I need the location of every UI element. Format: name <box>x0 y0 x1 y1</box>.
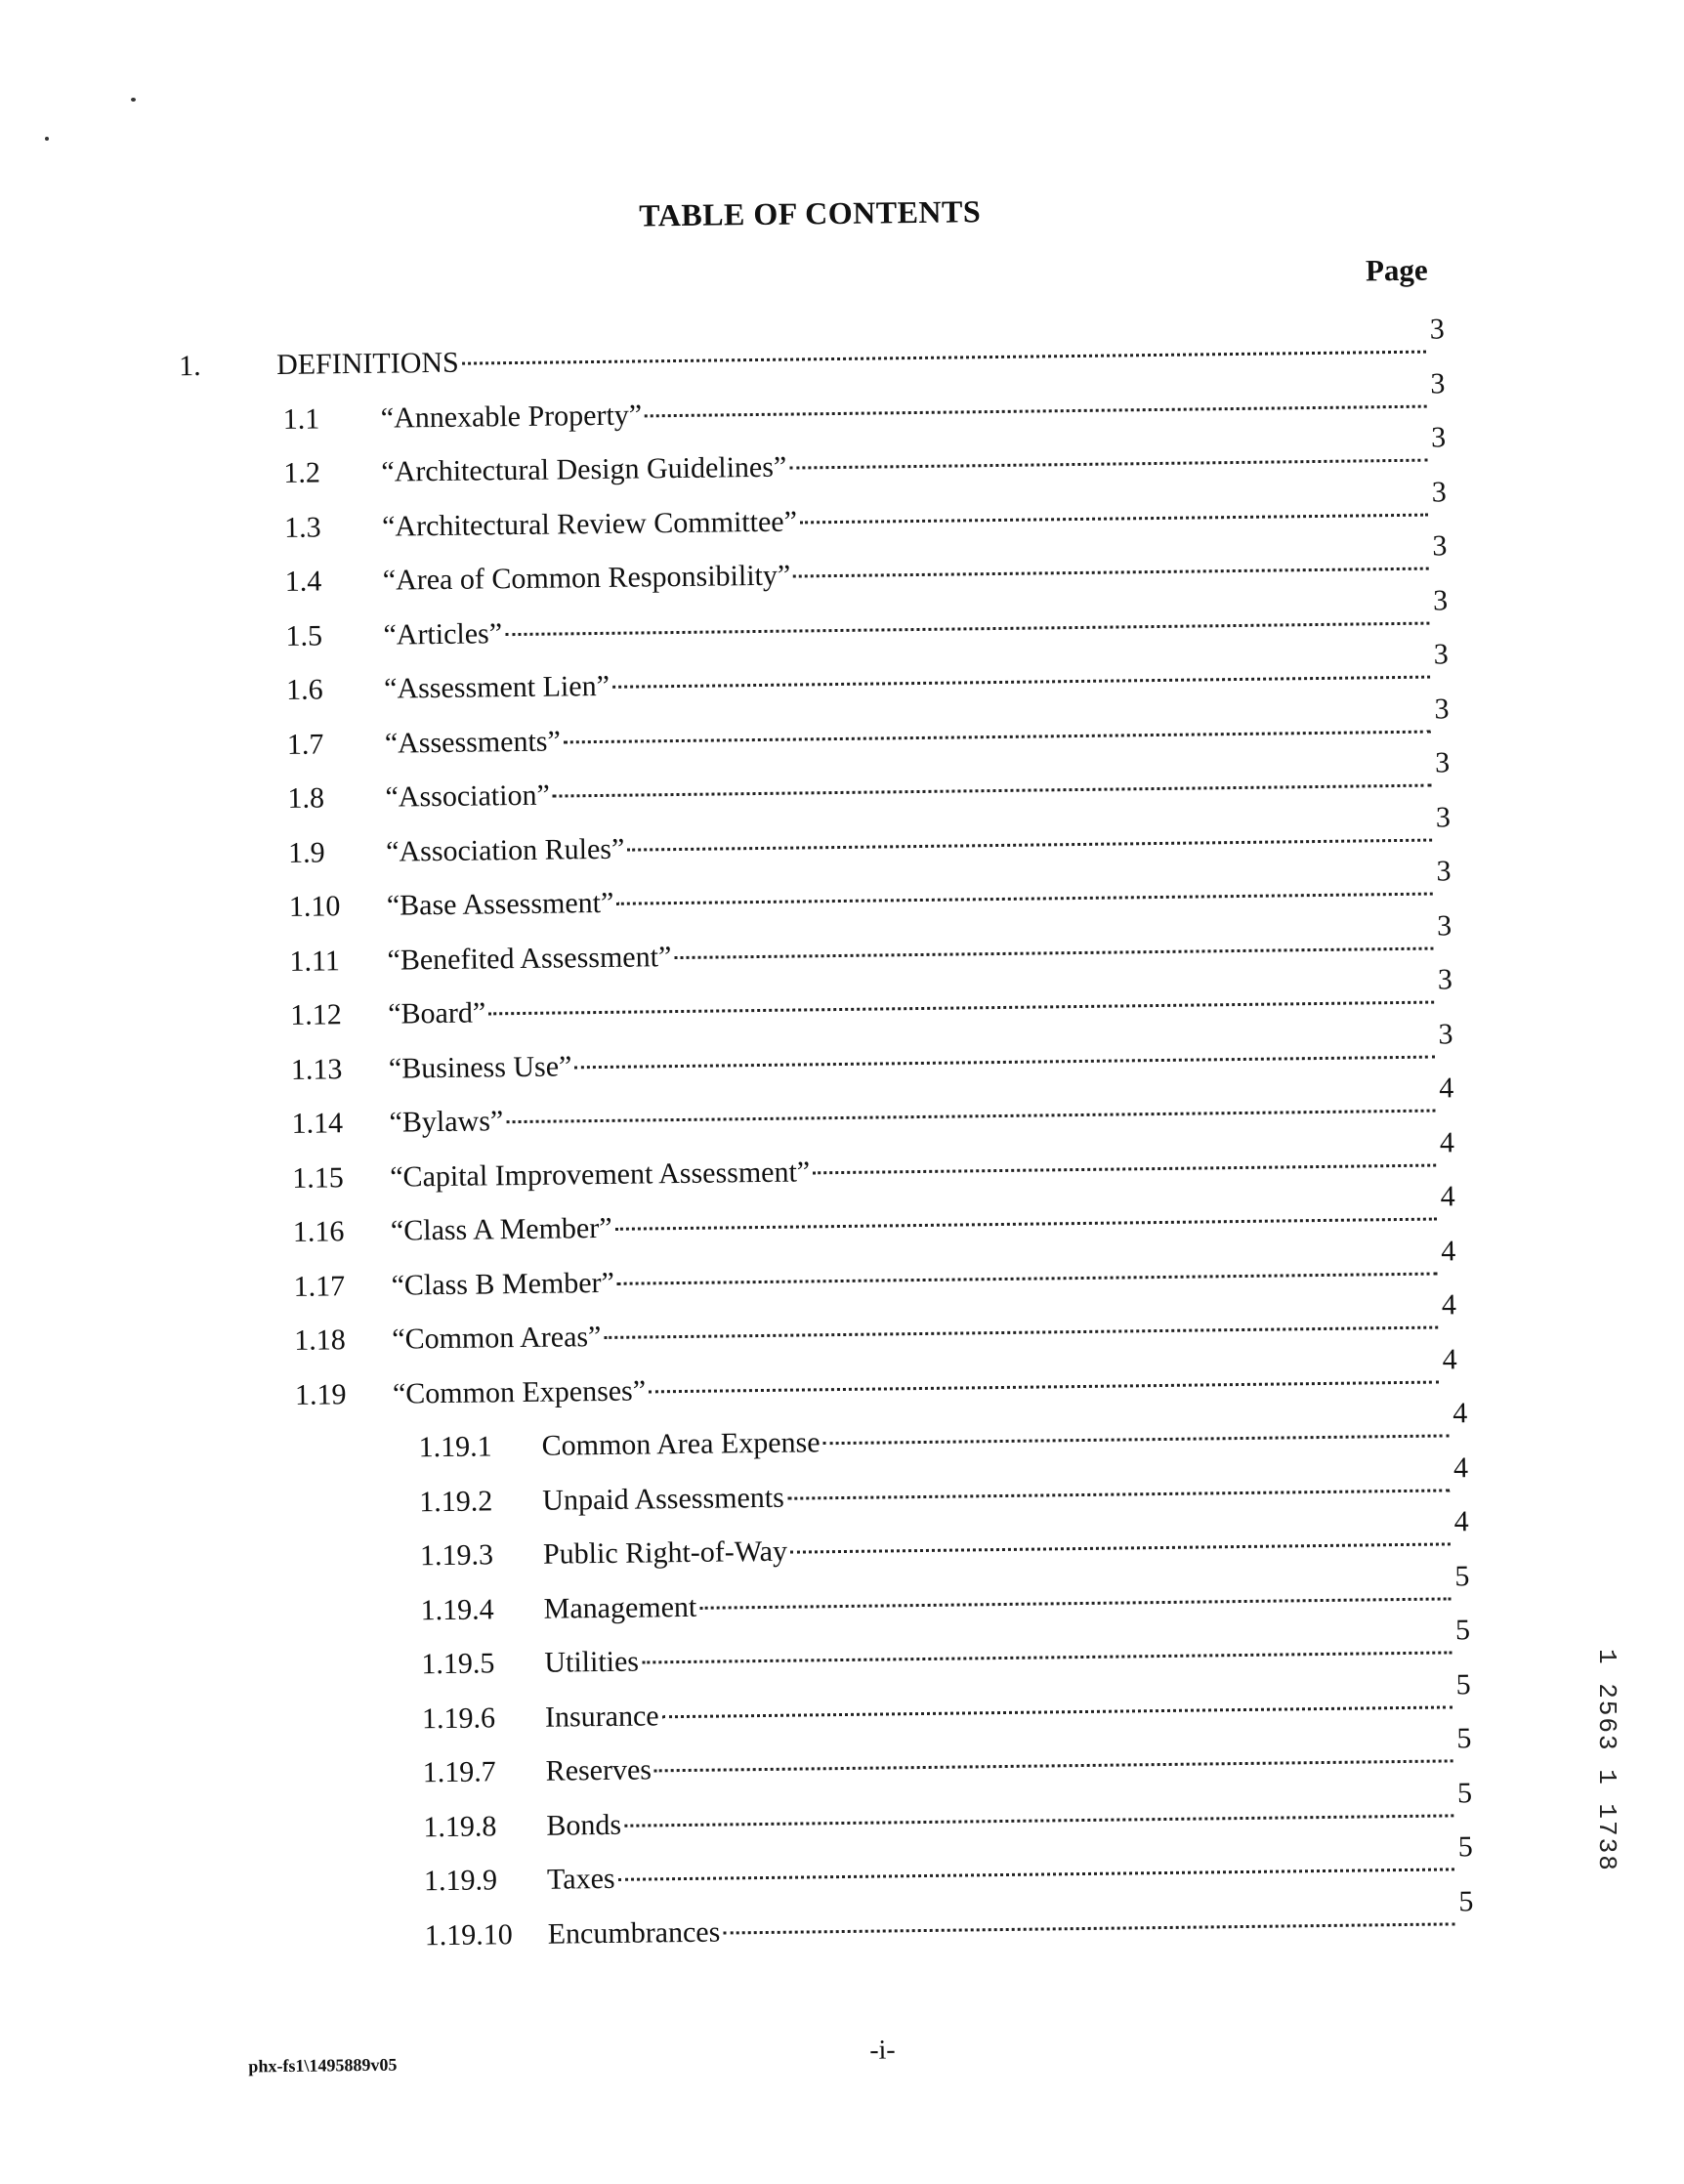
toc-entry <box>386 855 1452 922</box>
toc-number: 1.18 <box>294 1323 346 1357</box>
toc-page-number: 5 <box>1456 1722 1472 1755</box>
toc-number: 1.19.5 <box>421 1647 495 1681</box>
toc-number: 1.15 <box>292 1160 344 1195</box>
toc-label: “Articles” <box>383 616 503 651</box>
toc-page-number: 3 <box>1431 475 1447 509</box>
dot-leader <box>662 1705 1452 1718</box>
toc-entry <box>383 638 1449 705</box>
toc-number: 1.5 <box>285 618 323 652</box>
dot-leader <box>800 513 1428 524</box>
toc-entry <box>381 475 1447 543</box>
toc-entry <box>389 1071 1454 1139</box>
toc-number: 1.19.7 <box>422 1755 496 1789</box>
toc-number: 1.19.6 <box>421 1701 496 1735</box>
toc-page-number: 4 <box>1439 1071 1454 1105</box>
toc-label: DEFINITIONS <box>275 346 459 381</box>
toc-entry <box>391 1234 1456 1302</box>
toc-page-number: 3 <box>1434 746 1451 779</box>
scan-speck <box>45 137 49 141</box>
toc-entry <box>547 1884 1474 1952</box>
dot-leader <box>617 1272 1438 1284</box>
toc-entry <box>543 1559 1470 1626</box>
dot-leader <box>654 1759 1453 1772</box>
dot-leader <box>612 676 1430 689</box>
toc-entry <box>384 692 1450 760</box>
toc-entry <box>383 583 1449 651</box>
scan-speck <box>131 98 136 102</box>
toc-number: 1.19.10 <box>424 1917 513 1952</box>
toc-label: Unpaid Assessments <box>542 1481 784 1517</box>
toc-number: 1.4 <box>284 565 322 598</box>
toc-number: 1.6 <box>285 673 323 706</box>
dot-leader <box>615 1218 1437 1231</box>
toc-entry <box>392 1342 1457 1410</box>
toc-label: Encumbrances <box>547 1915 721 1951</box>
toc-label: “Bylaws” <box>389 1105 504 1139</box>
toc-entry <box>385 746 1451 814</box>
toc-page-number: 4 <box>1452 1450 1469 1484</box>
dot-leader <box>699 1597 1451 1609</box>
toc-label: “Capital Improvement Assessment” <box>390 1155 811 1194</box>
dot-leader <box>649 1380 1439 1393</box>
toc-page-number: 4 <box>1441 1288 1457 1322</box>
toc-entry <box>388 1017 1453 1085</box>
toc-entry <box>545 1722 1472 1788</box>
toc-number: 1. <box>178 349 201 383</box>
dot-leader <box>645 404 1427 417</box>
toc-page-number: 5 <box>1454 1559 1470 1592</box>
toc-label: “Benefited Assessment” <box>387 940 672 977</box>
toc-number: 1.12 <box>290 998 342 1031</box>
toc-entry <box>542 1505 1469 1572</box>
toc-page-number: 4 <box>1453 1505 1469 1538</box>
toc-page-number: 4 <box>1440 1180 1455 1213</box>
toc-page-number: 5 <box>1458 1884 1474 1917</box>
toc-number: 1.10 <box>288 890 341 923</box>
toc-label: “Architectural Review Committee” <box>381 504 798 543</box>
toc-label: “Common Areas” <box>392 1321 602 1356</box>
toc-page-number: 3 <box>1432 529 1448 563</box>
dot-leader <box>789 459 1427 470</box>
toc-page-number: 3 <box>1432 583 1449 617</box>
toc-number: 1.13 <box>290 1052 343 1086</box>
dot-leader <box>618 1868 1454 1880</box>
toc-number: 1.19.2 <box>419 1484 493 1518</box>
toc-entry <box>392 1288 1457 1356</box>
toc-page-number: 3 <box>1433 638 1449 671</box>
toc-label: Utilities <box>544 1645 640 1679</box>
toc-entry <box>385 800 1452 868</box>
toc-entry <box>380 366 1446 435</box>
dot-leader <box>823 1434 1450 1445</box>
toc-label: Insurance <box>544 1699 659 1734</box>
dot-leader <box>574 1055 1434 1069</box>
dot-leader <box>488 1001 1434 1016</box>
toc-number: 1.3 <box>283 510 321 544</box>
toc-page-number: 5 <box>1456 1776 1473 1809</box>
toc-number: 1.16 <box>292 1215 345 1248</box>
toc-label: “Association Rules” <box>385 832 625 868</box>
toc-entry <box>275 313 1445 382</box>
toc-label: Public Right-of-Way <box>542 1534 788 1571</box>
toc-number: 1.14 <box>291 1107 344 1140</box>
dot-leader <box>793 567 1429 578</box>
toc-page-number: 3 <box>1434 692 1450 726</box>
table-of-contents <box>0 313 1684 1967</box>
toc-number: 1.19.9 <box>423 1864 498 1898</box>
toc-label: “Board” <box>388 996 486 1030</box>
toc-label: Common Area Expense <box>541 1426 821 1462</box>
toc-page-number: 3 <box>1430 366 1446 400</box>
toc-label: Management <box>543 1590 697 1625</box>
dot-leader <box>505 621 1429 636</box>
toc-page-number: 4 <box>1452 1397 1468 1430</box>
toc-entry <box>390 1125 1455 1194</box>
dot-leader <box>790 1542 1451 1553</box>
toc-label: Taxes <box>546 1862 615 1896</box>
toc-page-number: 5 <box>1455 1667 1471 1701</box>
toc-page-number: 4 <box>1439 1125 1455 1159</box>
dot-leader <box>462 351 1426 365</box>
dot-leader <box>616 893 1433 905</box>
toc-label: “Architectural Design Guidelines” <box>381 450 787 488</box>
toc-number: 1.19.4 <box>420 1592 494 1626</box>
dot-leader <box>624 1814 1453 1827</box>
dot-leader <box>813 1163 1436 1174</box>
dot-leader <box>642 1651 1452 1663</box>
toc-label: Bonds <box>546 1808 622 1842</box>
dot-leader <box>723 1922 1454 1934</box>
dot-leader <box>506 1110 1435 1124</box>
toc-label: “Association” <box>385 778 550 814</box>
toc-entry <box>382 529 1448 597</box>
toc-label: “Class A Member” <box>390 1211 612 1247</box>
toc-entry <box>546 1830 1473 1897</box>
bates-stamp: 1 2563 1 1738 <box>1592 1649 1621 1872</box>
toc-label: “Annexable Property” <box>380 398 643 435</box>
dot-leader <box>674 946 1433 958</box>
toc-entry <box>387 908 1452 977</box>
toc-page-number: 4 <box>1441 1234 1456 1267</box>
dot-leader <box>787 1489 1450 1499</box>
toc-entry <box>390 1180 1455 1247</box>
toc-page-number: 3 <box>1437 963 1453 996</box>
toc-entry <box>546 1776 1473 1843</box>
toc-page-number: 5 <box>1454 1614 1471 1647</box>
toc-number: 1.19.3 <box>419 1538 494 1573</box>
toc-number: 1.19 <box>294 1377 347 1411</box>
toc-entry <box>544 1667 1471 1735</box>
toc-label: “Assessment Lien” <box>383 669 610 705</box>
dot-leader <box>627 838 1432 851</box>
toc-number: 1.8 <box>287 781 325 815</box>
toc-label: “Business Use” <box>388 1049 572 1085</box>
toc-page-number: 5 <box>1457 1830 1473 1864</box>
toc-page-number: 4 <box>1442 1342 1457 1375</box>
toc-page-number: 3 <box>1438 1017 1453 1051</box>
toc-label: “Common Expenses” <box>392 1373 647 1410</box>
dot-leader <box>604 1326 1438 1339</box>
toc-label: “Area of Common Responsibility” <box>382 559 791 597</box>
toc-label: Reserves <box>545 1753 653 1787</box>
toc-page-number: 3 <box>1429 313 1445 346</box>
toc-number: 1.1 <box>282 401 320 436</box>
toc-entry <box>388 963 1453 1030</box>
toc-page-number: 3 <box>1436 855 1452 888</box>
toc-number: 1.17 <box>293 1269 346 1303</box>
toc-entry <box>381 421 1447 488</box>
page-column-label: Page <box>1365 252 1428 288</box>
toc-label: “Assessments” <box>384 724 561 760</box>
toc-page-number: 3 <box>1435 800 1452 834</box>
toc-label: “Class B Member” <box>391 1266 615 1302</box>
toc-number: 1.11 <box>289 944 341 978</box>
dot-leader <box>564 730 1431 743</box>
toc-entry <box>541 1397 1468 1463</box>
toc-entry <box>542 1450 1469 1518</box>
toc-number: 1.19.1 <box>418 1430 492 1464</box>
toc-label: “Base Assessment” <box>386 886 614 922</box>
toc-number: 1.19.8 <box>423 1809 497 1843</box>
page-number: -i- <box>869 2035 896 2066</box>
toc-number: 1.2 <box>283 456 321 489</box>
toc-number: 1.7 <box>286 727 324 761</box>
toc-page-number: 3 <box>1430 421 1447 454</box>
toc-entry <box>544 1614 1471 1680</box>
toc-number: 1.9 <box>287 835 325 869</box>
dot-leader <box>553 784 1432 798</box>
page-title: TABLE OF CONTENTS <box>639 193 982 233</box>
toc-page-number: 3 <box>1436 908 1452 943</box>
document-id: phx-fs1\1495889v05 <box>248 2054 398 2077</box>
